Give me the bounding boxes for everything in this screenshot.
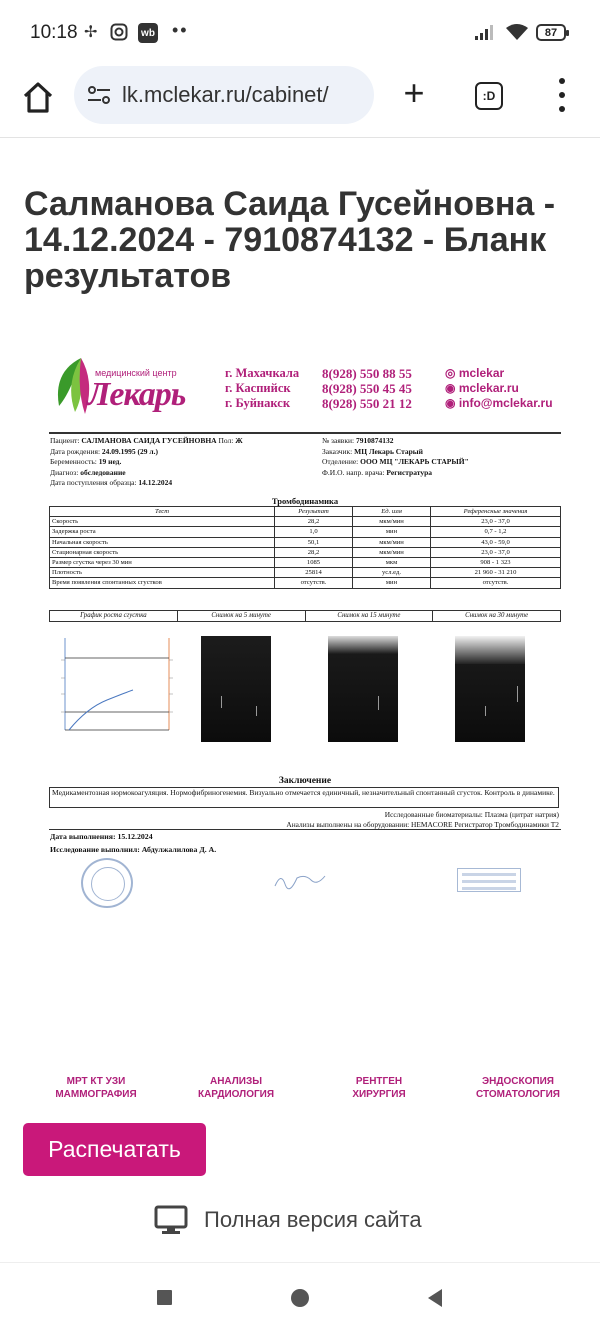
header-divider (49, 432, 561, 434)
table-row: Скорость 28,2 мкм/мин 23,0 - 37,0 (50, 517, 561, 527)
web-icon: ◉ (445, 381, 459, 395)
clinic-cities: г. Махачкала г. Каспийск г. Буйнакск (225, 366, 300, 410)
clot-growth-graph (47, 630, 177, 748)
system-nav-bar (0, 1262, 600, 1332)
url-text[interactable]: lk.mclekar.ru/cabinet/ (122, 82, 329, 107)
browser-toolbar (0, 66, 600, 138)
round-stamp (81, 858, 133, 908)
patient-info: Пациент: САЛМАНОВА САИДА ГУСЕЙНОВНА Пол: Ж Дата рождения: 24.09.1995 (29 л.) Беременность: 19 нед. Диагноз: обследование Дата поступления образца: 14.12.2024 (50, 436, 243, 487)
monitor-icon (154, 1205, 188, 1235)
table-header-row: Тест Результат Ед. изм Референсные значения (50, 507, 561, 517)
table-row: Размер сгустка через 30 мин 1085 мкм 908 - 1 323 (50, 557, 561, 567)
rectangular-stamp (457, 868, 521, 892)
conclusion-text: Медикаментозная нормокоагуляция. Нормофибриногенемия. Визуально отмечается единичный, незначительный спонтанный сгусток. Контроль в динамике. (49, 787, 559, 808)
order-info: № заявки: 7910874132 Заказчик: МЦ Лекарь Старый Отделение: ООО МЦ "ЛЕКАРЬ СТАРЫЙ" Ф.И.О. напр. врача: Регистратура (322, 436, 469, 477)
browser-menu-button[interactable] (552, 78, 572, 112)
status-time: 10:18 (30, 22, 78, 43)
section-title: Тромбодинамика (271, 496, 339, 506)
execution-info: Дата выполнения: 15.12.2024 Исследование выполнил: Абдулжалилова Д. А. (50, 832, 217, 854)
address-bar[interactable] (74, 66, 374, 124)
mail-icon: ◉ (445, 396, 459, 410)
table-row: Время появления спонтанных сгустков отсутств. мин отсутств. (50, 578, 561, 588)
snapshot-30-min (455, 636, 525, 742)
table-row: Плотность 25814 усл.ед. 21 960 - 31 210 (50, 568, 561, 578)
wifi-icon (505, 22, 529, 42)
instagram-icon (110, 22, 128, 42)
recent-apps-button[interactable] (157, 1290, 172, 1305)
back-button[interactable] (428, 1289, 442, 1307)
images-header: График роста сгустка Снимок на 5 минуте Снимок на 15 минуте Снимок на 30 минуте (49, 610, 561, 622)
snapshot-5-min (201, 636, 271, 742)
table-row: Начальная скорость 50,1 мкм/мин 43,0 - 59,0 (50, 537, 561, 547)
biomaterial-info: Исследованные биоматериалы: Плазма (цитрат натрия) Анализы выполнены на оборудовании: HEMACORE Регистратор Тромбодинамики Т2 (286, 810, 559, 829)
clinic-phones: 8(928) 550 88 55 8(928) 550 45 45 8(928) 550 21 12 (322, 366, 412, 411)
results-form-document: медицинский центр Лекарь г. Махачкала г. Каспийск г. Буйнакск 8(928) 550 88 55 8(928) 550 45 45 8(928) 550 21 12 ◎ mclekar ◉ mclekar.ru ◉ info@mclekar.ru Пациент: САЛМАНОВА САИДА ГУСЕЙНОВНА Пол: Ж Дата рождения: 24.09.1995 (29 л.) Беременность: 19 нед. Диагноз: обследование Дата поступления образца: 14.12.2024 № заявки: 7910874132 Заказчик: МЦ Лекарь Старый Отделение: ООО МЦ "ЛЕКАРЬ СТАРЫЙ" Ф.И.О. напр. врача: Регистратура Тромбодинамика Тест Результат Ед. изм Референсные значения Скорость 28,2 мкм/мин 23,0 - 37,0 Задержка роста 1,0 мин 0,7 - 1,2 Начальная скорость 50,1 мкм/мин 43,0 - 59,0 Стационарная скорость 28,2 мкм/мин 23,0 - 37,0 Размер сгустка через 30 мин 1085 мкм 908 - 1 323 Плотность 25814 усл.ед. 21 960 - 31 210 Время появления спонтанных сгустков отсутств. мин отсутств. График роста сгустка Снимок на 5 минуте Снимок на 15 минуте Снимок на 30 минуте Заключение Медикаментозная нормокоагуляция. Нормофибриногенемия. Визуально отмечается единичный, незначительный спонтанный сгусток. Контроль в динамике. Исследованные биоматериалы: Плазма (цитрат натрия) Анализы выполнены на оборудовании: HEMACORE Регистратор Тромбодинамики Т2 Дата выполнения: 15.12.2024 Исследование выполнил: Абдулжалилова Д. А. МРТ КТ УЗИ МАММОГРАФИЯ АНАЛИЗЫ КАРДИОЛОГИЯ РЕНТГЕН ХИРУРГИЯ ЭНДОСКОПИЯ СТОМАТОЛОГИЯ (45, 348, 565, 1108)
results-table (49, 506, 561, 589)
clinic-logo: медицинский центр Лекарь (51, 354, 211, 418)
table-row: Стационарная скорость 28,2 мкм/мин 23,0 - 37,0 (50, 547, 561, 557)
instagram-icon: ◎ (445, 366, 459, 380)
new-tab-button[interactable]: + (403, 72, 425, 113)
signature (271, 866, 327, 892)
signal-icon (474, 22, 496, 42)
conclusion-title: Заключение (278, 776, 332, 786)
snapshot-15-min (328, 636, 398, 742)
tab-switcher-button[interactable]: :D (475, 82, 503, 110)
status-bar (0, 0, 600, 66)
home-icon[interactable] (18, 78, 58, 118)
table-row: Задержка роста 1,0 мин 0,7 - 1,2 (50, 527, 561, 537)
clinic-contacts: ◎ mclekar ◉ mclekar.ru ◉ info@mclekar.ru (445, 366, 553, 410)
more-notifications-icon: •• (172, 20, 189, 40)
full-site-link[interactable]: Полная версия сайта (154, 1203, 422, 1237)
wb-app-icon: wb (138, 23, 158, 43)
site-settings-icon[interactable] (86, 82, 112, 108)
print-button[interactable]: Распечатать (23, 1123, 206, 1176)
home-button[interactable] (291, 1289, 309, 1307)
page-title: Салманова Саида Гусейновна - 14.12.2024 - 7910874132 - Бланк результатов (24, 185, 556, 295)
battery-indicator: 87 (536, 24, 566, 41)
fan-icon: ✢ (84, 24, 98, 41)
